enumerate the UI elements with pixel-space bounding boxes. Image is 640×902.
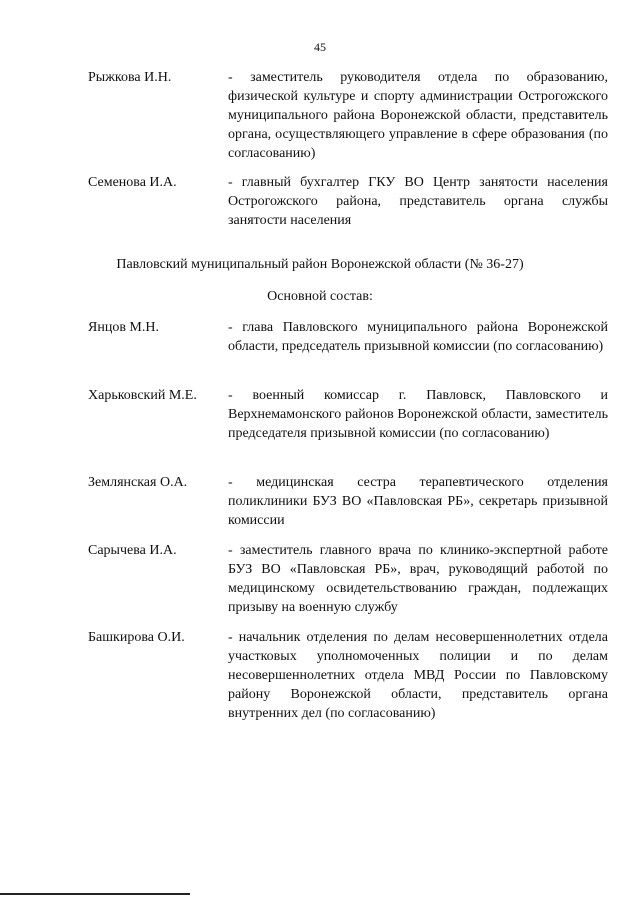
member-description: - заместитель главного врача по клинико-экспертной работе БУЗ ВО «Павловская РБ», врач, руководящий работой по медицинскому освидетельствованию граждан, подлежащих призыву на военную службу: [228, 543, 608, 615]
member-name: Харьковский М.Е.: [88, 388, 197, 403]
page-number: 45: [314, 40, 326, 54]
footer-rule: [0, 893, 190, 895]
member-description: - начальник отделения по делам несовершеннолетних отдела участковых уполномоченных полиции и по делам несовершеннолетних отдела МВД России по Павловскому району Воронежской области, представитель органа внутренних дел (по согласованию): [228, 630, 608, 721]
member-description: - военный комиссар г. Павловск, Павловского и Верхнемамонского районов Воронежской области, заместитель председателя призывной комиссии (по согласованию): [228, 388, 608, 441]
member-description: - главный бухгалтер ГКУ ВО Центр занятости населения Острогожского района, представитель органа службы занятости населения: [228, 175, 608, 228]
member-name: Янцов М.Н.: [88, 320, 159, 335]
member-description: - заместитель руководителя отдела по образованию, физической культуре и спорту администрации Острогожского муниципального района Воронежской области, представитель органа, осуществляющего управление в сфере образования (по согласованию): [228, 70, 608, 161]
member-description: - медицинская сестра терапевтического отделения поликлиники БУЗ ВО «Павловская РБ», секретарь призывной комиссии: [228, 475, 608, 528]
section-subtitle: Основной состав:: [267, 289, 373, 304]
member-name: Землянская О.А.: [88, 475, 188, 490]
member-name: Рыжкова И.Н.: [88, 70, 172, 85]
member-description: - глава Павловского муниципального района Воронежской области, председатель призывной комиссии (по согласованию): [228, 320, 608, 354]
member-name: Сарычева И.А.: [88, 543, 177, 558]
member-name: Семенова И.А.: [88, 175, 177, 190]
section-title: Павловский муниципальный район Воронежской области (№ 36-27): [116, 257, 524, 272]
member-name: Башкирова О.И.: [88, 630, 185, 645]
